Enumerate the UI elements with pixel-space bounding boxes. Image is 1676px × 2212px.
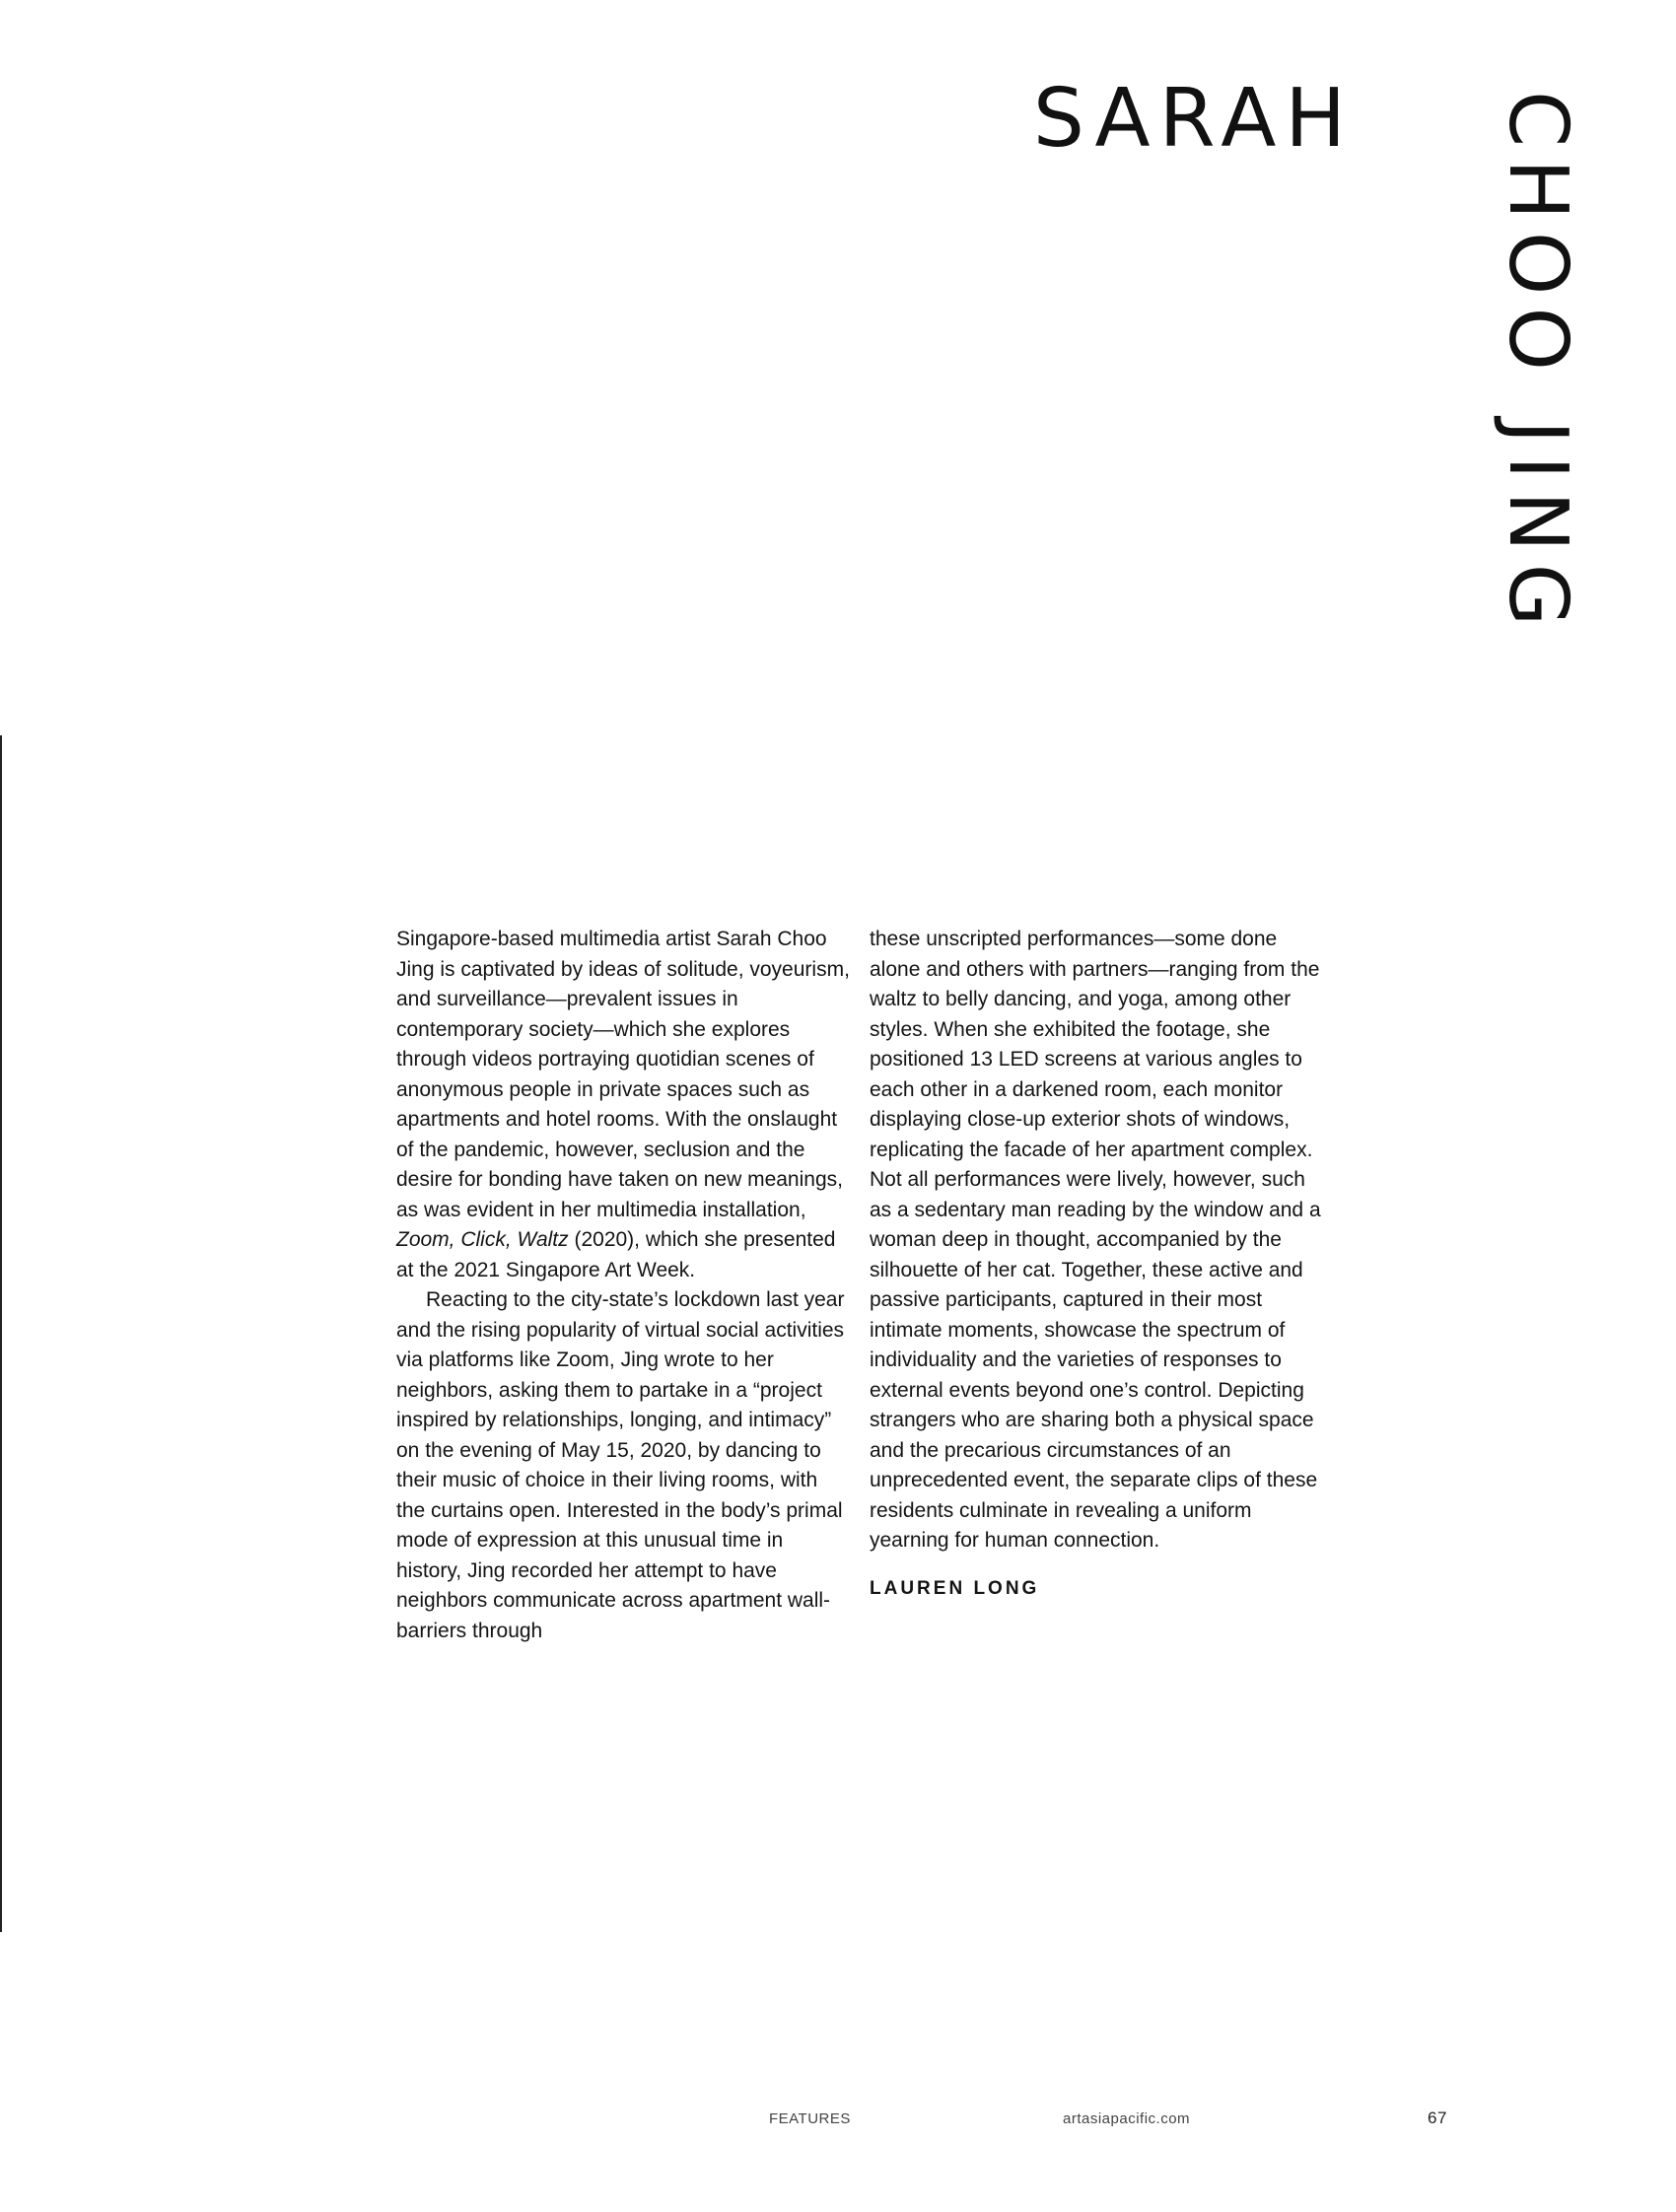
article-column-right [870, 925, 1323, 1646]
paragraph-intro-end: (2020), which she presented at the 2021 Singapore Art Week. [396, 1228, 836, 1281]
title-surname-vertical: CHOO JING [1491, 91, 1584, 639]
footer-website: artasiapacific.com [1063, 2110, 1191, 2127]
page-number: 67 [1428, 2108, 1447, 2127]
paragraph-lockdown: Reacting to the city-state’s lockdown last year and the rising popularity of virtual social activities via platforms like Zoom, Jing wrote to her neighbors, asking them to partake in a “project inspired by relationships, longing, and intimacy” on the evening of May 15, 2020, by dancing to their music of choice in their living rooms, with the curtains open. Interested in the body’s primal mode of expression at this unusual time in history, Jing recorded her attempt to have neighbors communicate across apartment wall-barriers through [396, 1288, 845, 1642]
paragraph-intro [396, 925, 850, 1285]
title-first-name: SARAH [1032, 72, 1355, 166]
paragraph-performances: these unscripted performances—some done alone and others with partners—ranging from the waltz to belly dancing, and yoga, among other styles. When she exhibited the footage, she positioned 13 LED screens at various angles to each other in a darkened room, each monitor displaying close-up exterior shots of windows, replicating the facade of her apartment complex. Not all performances were lively, however, such as a sedentary man reading by the window and a woman deep in thought, accompanied by the silhouette of her cat. Together, these active and passive participants, captured in their most intimate moments, showcase the spectrum of individuality and the varieties of responses to external events beyond one’s control. Depicting strangers who are sharing both a physical space and the precarious circumstances of an unprecedented event, the separate clips of these residents culminate in revealing a uniform yearning for human connection. [870, 928, 1321, 1552]
paragraph-intro-text: Singapore-based multimedia artist Sarah Choo Jing is captivated by ideas of solitude, voyeurism, and surveillance—prevalent issues in contemporary society—which she explores through videos portraying quotidian scenes of anonymous people in private spaces such as apartments and hotel rooms. With the onslaught of the pandemic, however, seclusion and the desire for bonding have taken on new meanings, as was evident in her multimedia installation, [396, 928, 850, 1221]
footer-section-label: FEATURES [769, 2110, 851, 2127]
article-column-left [396, 925, 850, 1646]
article-body [396, 925, 1323, 1646]
artwork-title: Zoom, Click, Waltz [396, 1228, 569, 1251]
author-byline: LAUREN LONG [870, 1577, 1040, 1599]
left-margin-rule [0, 735, 2, 1932]
